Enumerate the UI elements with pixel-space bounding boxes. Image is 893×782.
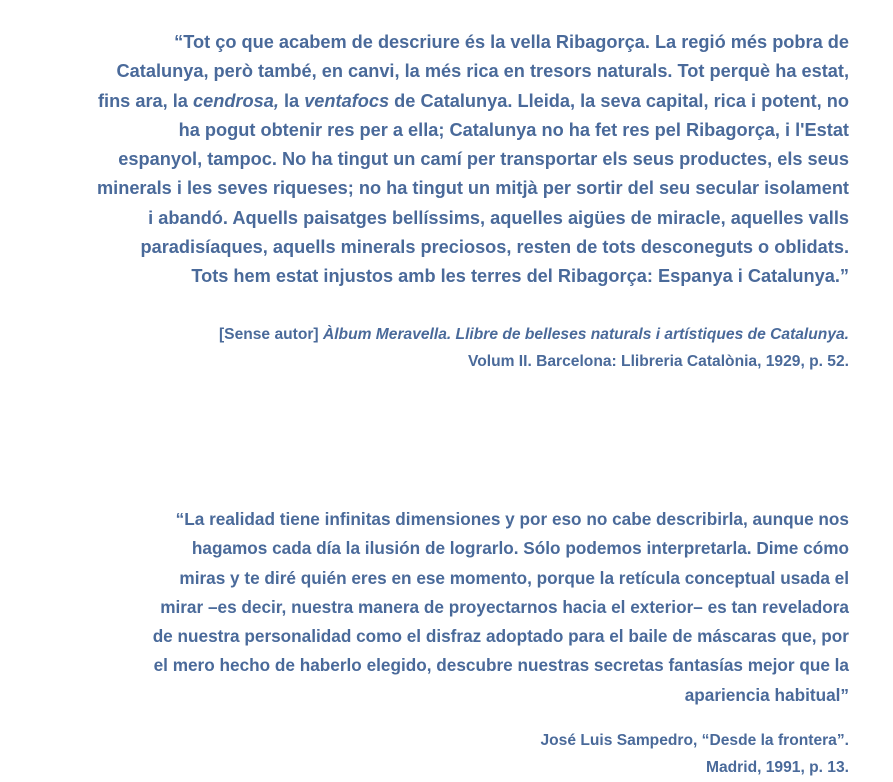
text-run: Madrid, 1991, p. 13. (705, 759, 849, 776)
text-run: José Luis Sampedro, “Desde la frontera”. (540, 732, 849, 749)
text-run: Catalunya, però també, en canvi, la més rica en tresors naturals. Tot perquè ha estat, (116, 61, 849, 82)
text-run: apariencia habitual” (684, 684, 849, 705)
quote2-line (0, 564, 849, 593)
text-run: hagamos cada día la ilusión de lograrlo. Sólo podemos interpretarla. Dime cómo (191, 538, 849, 559)
quote1-line (0, 233, 849, 262)
text-run: el mero hecho de haberlo elegido, descubre nuestras secretas fantasías mejor que la (153, 655, 849, 676)
quote1-line (0, 87, 849, 116)
text-run: de Catalunya. Lleida, la seva capital, rica i potent, no (389, 90, 849, 111)
quote1-line (0, 116, 849, 145)
text-run: minerals i les seves riqueses; no ha tingut un mitjà per sortir del seu secular isolament (96, 178, 849, 199)
quote2-line (0, 505, 849, 534)
text-run: paradisíaques, aquells minerals preciosos, resten de tots desconeguts o oblidats. (140, 237, 849, 258)
citation2-line (0, 754, 849, 781)
text-run: i abandó. Aquells paisatges bellíssims, aquelles aigües de miracle, aquelles valls (148, 207, 849, 228)
text-run: ha pogut obtenir res per a ella; Catalunya no ha fet res pel Ribagorça, i l'Estat (178, 119, 849, 140)
quote2-line (0, 593, 849, 622)
text-run: espanyol, tampoc. No ha tingut un camí per transportar els seus productes, els seus (118, 149, 849, 170)
quote2-line (0, 651, 849, 680)
italic-text: cendrosa, (192, 90, 279, 111)
text-run: [Sense autor] (218, 326, 323, 343)
text-run: “Tot ço que acabem de descriure és la vella Ribagorça. La regió més pobra de (174, 32, 849, 52)
quote1-line (0, 204, 849, 233)
citation-catalan (0, 321, 849, 375)
text-run: miras y te diré quién eres en ese momento, porque la retícula conceptual usada el (179, 567, 849, 588)
quote1-line (0, 145, 849, 174)
citation-spanish (0, 727, 849, 781)
citation1-line (0, 321, 849, 348)
quote1-line (0, 262, 849, 291)
quote1-line (0, 174, 849, 203)
text-run: Tots hem estat injustos amb les terres del Ribagorça: Espanya i Catalunya.” (191, 266, 849, 287)
quote-spanish (0, 505, 849, 710)
quote2-line (0, 534, 849, 563)
quote-catalan (0, 28, 849, 292)
text-run: mirar –es decir, nuestra manera de proyectarnos hacia el exterior– es tan reveladora (160, 596, 849, 617)
text-run: fins ara, la (97, 90, 193, 111)
text-run: “La realidad tiene infinitas dimensiones y por eso no cabe describirla, aunque nos (175, 509, 849, 529)
text-run: de nuestra personalidad como el disfraz adoptado para el baile de máscaras que, por (152, 626, 849, 647)
citation1-line (0, 348, 849, 375)
italic-text: Àlbum Meravella. Llibre de belleses naturals i artístiques de Catalunya. (322, 326, 849, 343)
citation2-line (0, 727, 849, 754)
text-run: Volum II. Barcelona: Llibreria Catalònia, 1929, p. 52. (467, 353, 849, 370)
quote2-line (0, 681, 849, 710)
quote1-line (0, 28, 849, 57)
quote2-line (0, 622, 849, 651)
text-run: la (278, 90, 305, 111)
italic-text: ventafocs (304, 90, 390, 111)
quote1-line (0, 57, 849, 86)
